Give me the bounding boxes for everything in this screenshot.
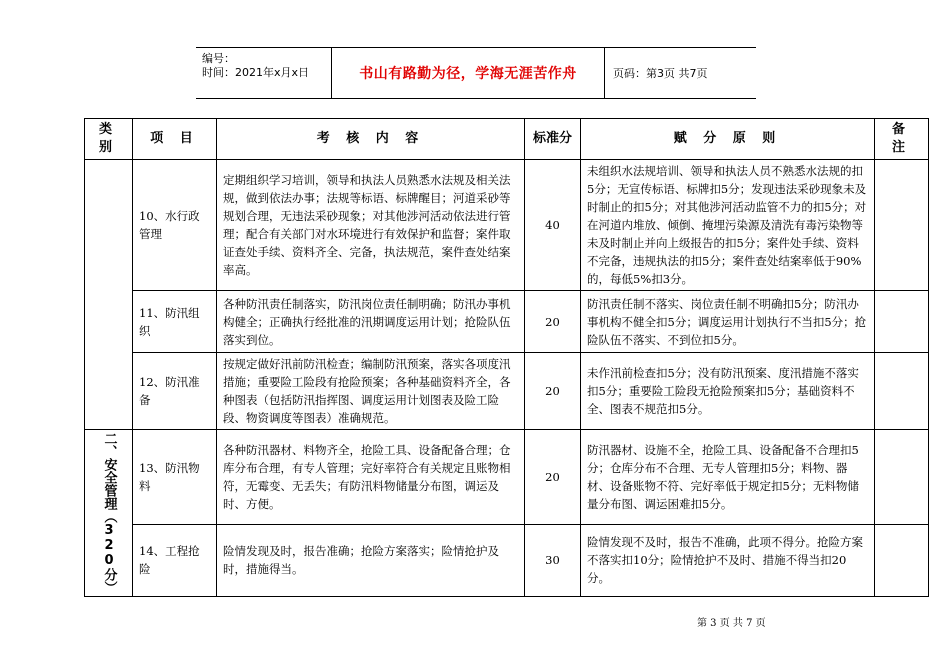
note-cell — [875, 160, 929, 291]
score-cell: 30 — [525, 524, 581, 596]
page-footer: 第 3 页 共 7 页 — [697, 618, 766, 629]
rule-cell: 险情发现不及时，报告不准确，此项不得分。抢险方案不落实扣10分；险情抢护不及时、措施不得当扣20分。 — [581, 524, 875, 596]
header-note: 备 注 — [875, 119, 929, 160]
header-rule: 赋 分 原 则 — [581, 119, 875, 160]
content-cell: 按规定做好汛前防汛检查；编制防汛预案，落实各项度汛措施；重要险工险段有抢险预案；各种基础资料齐全，各种图表（包括防汛指挥图、调度运用计划图表及险工险段、物资调度等图表）准确规范。 — [217, 353, 525, 430]
note-cell — [875, 353, 929, 430]
table-row — [85, 430, 929, 525]
content-cell: 定期组织学习培训，领导和执法人员熟悉水法规及相关法规，做到依法办事；法规等标语、标牌醒目；河道采砂等规划合理，无违法采砂现象；对其他涉河活动依法进行管理；配合有关部门对水环境进行有效保护和监督；案件取证查处手续、资料齐全、完备，执法规范，案件查处结案率高。 — [217, 160, 525, 291]
content-cell: 各种防汛责任制落实，防汛岗位责任制明确；防汛办事机构健全；正确执行经批准的汛期调度运用计划；抢险队伍落实到位。 — [217, 291, 525, 353]
item-cell: 10、水行政管理 — [133, 160, 217, 291]
content-cell: 险情发现及时，报告准确；抢险方案落实；险情抢护及时，措施得当。 — [217, 524, 525, 596]
rule-cell: 防汛责任制不落实、岗位责任制不明确扣5分；防汛办事机构不健全扣5分；调度运用计划执行不当扣5分；抢险队伍不落实、不到位扣5分。 — [581, 291, 875, 353]
score-cell: 20 — [525, 353, 581, 430]
category-cell-blank — [85, 160, 133, 430]
table-row — [85, 353, 929, 430]
table-row — [85, 291, 929, 353]
table-header-row — [85, 119, 929, 160]
category-cell — [85, 430, 133, 597]
header-score: 标准分 — [525, 119, 581, 160]
item-cell: 13、防汛物料 — [133, 430, 217, 525]
header-page-label: 页码：第3页 共7页 — [613, 67, 708, 80]
note-cell — [875, 524, 929, 596]
header-slogan: 书山有路勤为径，学海无涯苦作舟 — [332, 48, 605, 98]
item-cell: 12、防汛准备 — [133, 353, 217, 430]
table-row — [85, 160, 929, 291]
header-item: 项 目 — [133, 119, 217, 160]
item-cell: 14、工程抢险 — [133, 524, 217, 596]
score-cell: 40 — [525, 160, 581, 291]
header-content: 考 核 内 容 — [217, 119, 525, 160]
header-category: 类别 — [85, 119, 133, 160]
score-cell: 20 — [525, 430, 581, 525]
document-header — [196, 47, 756, 99]
time-label: 时间：2021年x月x日 — [202, 66, 310, 79]
rule-cell: 防汛器材、设施不全，抢险工具、设备配备不合理扣5分；仓库分布不合理、无专人管理扣5分；料物、器材、设备账物不符、完好率低于规定扣5分；无料物储量分布图、调运困难扣5分。 — [581, 430, 875, 525]
rule-cell: 未作汛前检查扣5分；没有防汛预案、度汛措施不落实扣5分；重要险工险段无抢险预案扣5分；基础资料不全、图表不规范扣5分。 — [581, 353, 875, 430]
assessment-table — [84, 118, 929, 597]
number-label: 编号： — [202, 52, 235, 65]
category-label: 二、安全管理（320分） — [101, 432, 117, 594]
item-cell: 11、防汛组织 — [133, 291, 217, 353]
note-cell — [875, 430, 929, 525]
content-cell: 各种防汛器材、料物齐全，抢险工具、设备配备合理；仓库分布合理，有专人管理；完好率符合有关规定且账物相符，无霉变、无丢失；有防汛料物储量分布图，调运及时、方便。 — [217, 430, 525, 525]
note-cell — [875, 291, 929, 353]
header-meta — [196, 48, 332, 98]
rule-cell: 未组织水法规培训、领导和执法人员不熟悉水法规的扣5分；无宣传标语、标牌扣5分；发现违法采砂现象未及时制止的扣5分；对其他涉河活动监管不力的扣5分；对在河道内堆放、倾倒、掩埋污染源及清洗有毒污染物等未及时制止并向上级报告的扣5分；案件处手续、资料不完备，违规执法的扣5分；案件查处结案率低于90%的，每低5%扣3分。 — [581, 160, 875, 291]
score-cell: 20 — [525, 291, 581, 353]
table-row — [85, 524, 929, 596]
